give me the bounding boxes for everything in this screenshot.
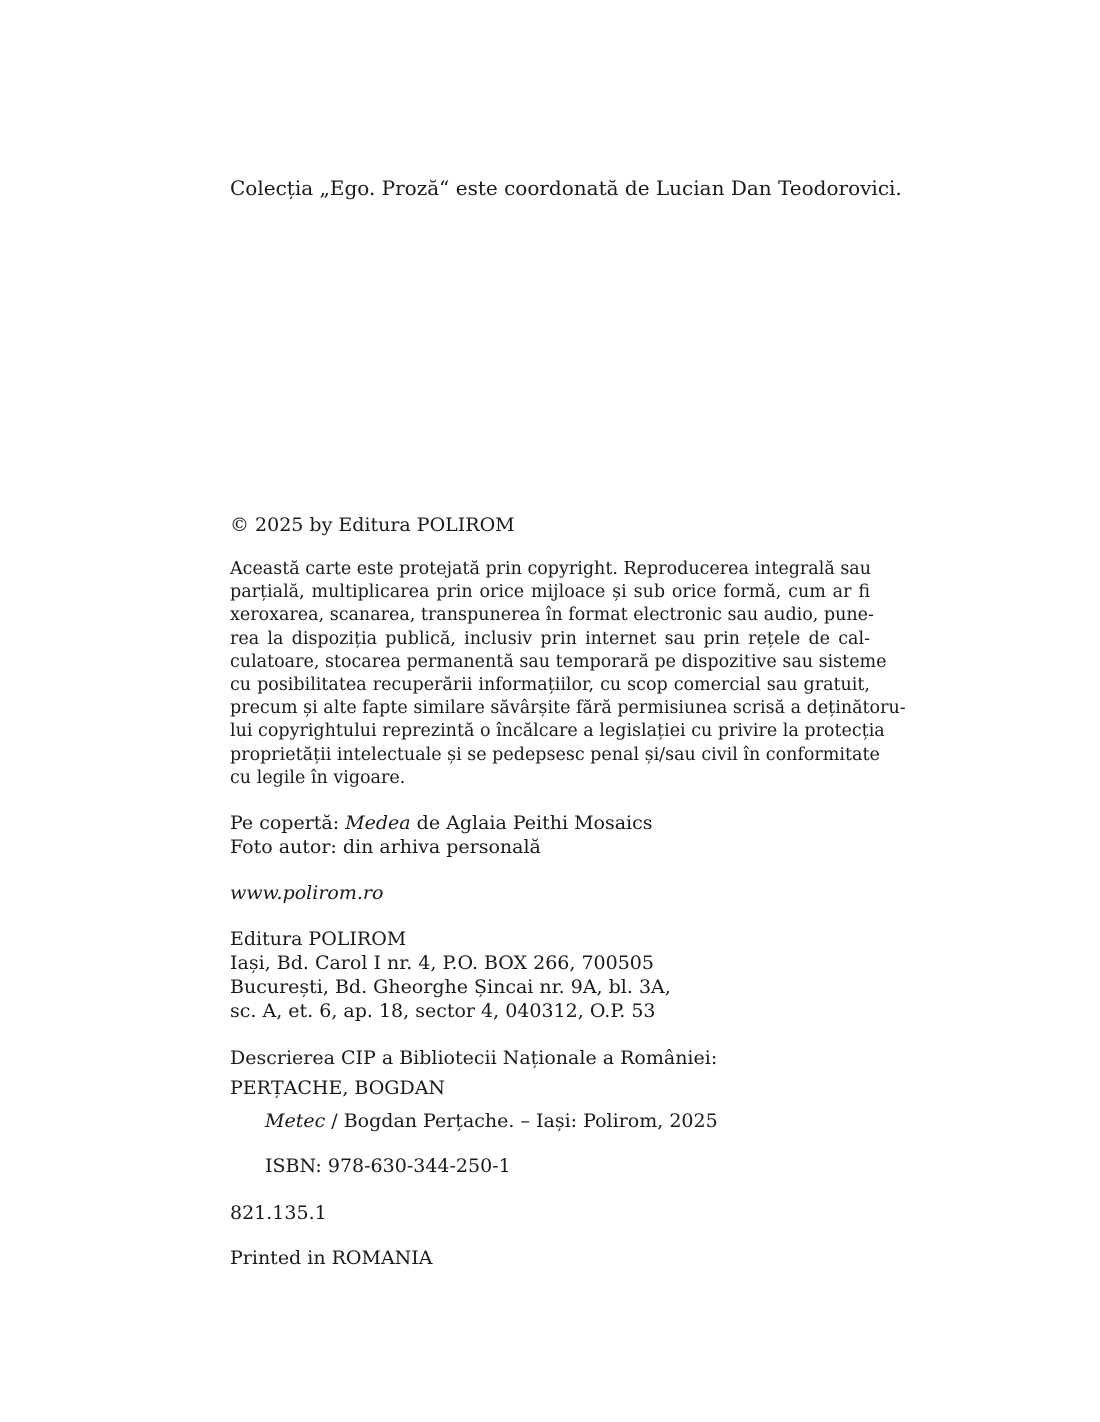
- cip-book-details: / Bogdan Perțache. – Iași: Polirom, 2025: [325, 1110, 718, 1132]
- cover-title: Medea: [345, 812, 411, 834]
- printed-in: Printed in ROMANIA: [230, 1247, 433, 1269]
- collection-note: Colecția „Ego. Proză“ este coordonată de Lucian Dan Teodorovici.: [230, 176, 902, 200]
- notice-line: rea la dispoziția publică, inclusiv prin internet sau prin rețele de cal-: [230, 628, 870, 649]
- cover-prefix: Pe copertă:: [230, 812, 346, 834]
- cover-credit: [230, 811, 653, 835]
- cip-heading: Descrierea CIP a Bibliotecii Naționale a României:: [230, 1047, 718, 1069]
- copyright-line: © 2025 by Editura POLIROM: [230, 514, 515, 536]
- cip-author: PERȚACHE, BOGDAN: [230, 1077, 446, 1099]
- notice-line: culatoare, stocarea permanentă sau temporară pe dispozitive sau sisteme: [230, 651, 887, 672]
- website-link[interactable]: www.polirom.ro: [230, 882, 384, 904]
- notice-line: cu legile în vigoare.: [230, 767, 406, 788]
- publisher-address-iasi: Iași, Bd. Carol I nr. 4, P.O. BOX 266, 700505: [230, 952, 654, 974]
- cip-book-entry: [265, 1109, 718, 1133]
- publisher-address-bucuresti-cont: sc. A, et. 6, ap. 18, sector 4, 040312, O.P. 53: [230, 1000, 656, 1022]
- notice-line: parțială, multiplicarea prin orice mijloace și sub orice formă, cum ar fi: [230, 582, 870, 603]
- notice-line: lui copyrightului reprezintă o încălcare a legislației cu privire la protecția: [230, 721, 885, 742]
- cover-suffix: de Aglaia Peithi Mosaics: [410, 812, 653, 834]
- author-photo-credit: Foto autor: din arhiva personală: [230, 836, 541, 858]
- cip-isbn: ISBN: 978-630-344-250-1: [265, 1155, 511, 1177]
- notice-line: proprietății intelectuale și se pedepsesc penal și/sau civil în conformitate: [230, 744, 880, 765]
- publisher-address-bucuresti: București, Bd. Gheorghe Șincai nr. 9A, bl. 3A,: [230, 976, 671, 998]
- notice-line: Această carte este protejată prin copyright. Reproducerea integrală sau: [230, 559, 871, 579]
- cip-classification: 821.135.1: [230, 1202, 327, 1224]
- copyright-notice: [230, 558, 906, 790]
- cip-book-title: Metec: [265, 1110, 326, 1132]
- notice-line: xeroxarea, scanarea, transpunerea în format electronic sau audio, pune-: [230, 605, 874, 626]
- publisher-name: Editura POLIROM: [230, 928, 407, 950]
- notice-line: cu posibilitatea recuperării informațiilor, cu scop comercial sau gratuit,: [230, 674, 870, 695]
- notice-line: precum și alte fapte similare săvârșite fără permisiunea scrisă a deținătoru-: [230, 698, 906, 719]
